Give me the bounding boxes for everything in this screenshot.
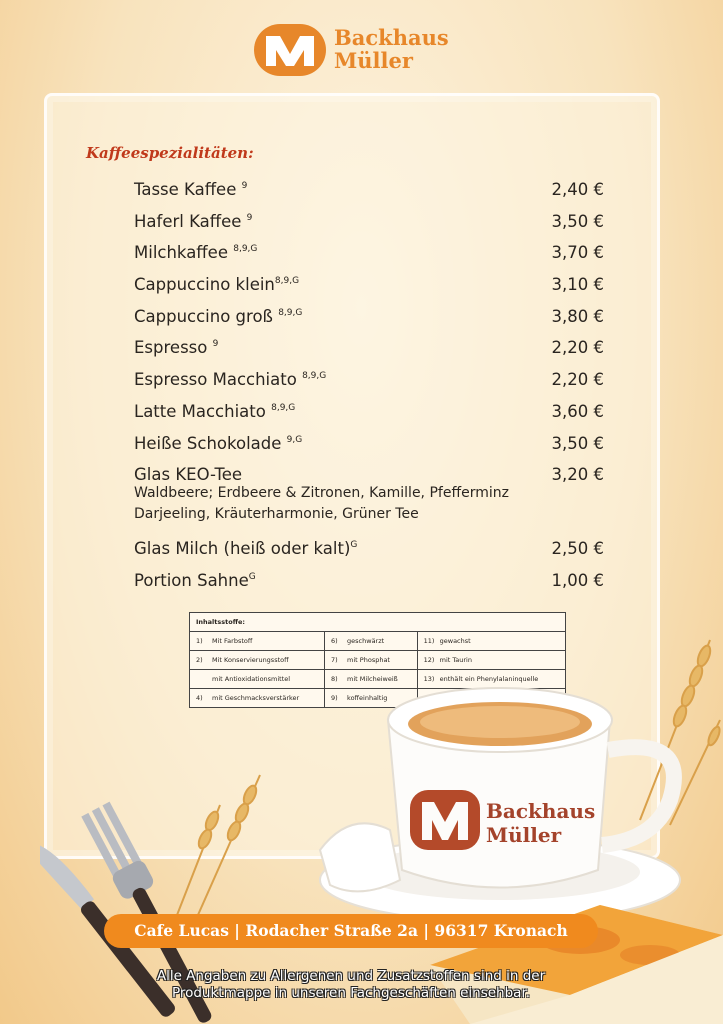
menu-item-name: Heiße Schokolade $^{9,G}$ [134, 433, 303, 453]
table-cell: 7) mit Phosphat [325, 651, 418, 670]
menu-item-price: 3,20 € [551, 465, 604, 485]
table-row [190, 632, 566, 651]
menu-item-price: 3,50 € [551, 433, 604, 453]
allergen-note-line2: Produktmappe in unseren Fachgeschäften einsehbar. [171, 985, 531, 1001]
allergen-note [120, 968, 582, 1002]
menu-item [134, 267, 604, 299]
menu-item-price: 2,40 € [551, 180, 604, 199]
menu-item-name: Glas Milch (heiß oder kalt)$^G$ [134, 538, 358, 558]
brand-name [334, 26, 449, 72]
table-cell: 12) mit Taurin [417, 651, 565, 670]
table-cell: 2) Mit Konservierungsstoff [190, 651, 325, 670]
brand-name-line2: Müller [334, 48, 413, 73]
brand-name-line1: Backhaus [334, 25, 449, 50]
menu-item-name: Cappuccino klein$^{8,9,G}$ [134, 275, 300, 295]
menu-item [134, 235, 604, 267]
menu-item [134, 531, 604, 563]
menu-list [134, 172, 604, 594]
menu-item [134, 330, 604, 362]
menu-item-name: Espresso $^9$ [134, 338, 219, 358]
table-cell: 8) mit Milcheiweiß [325, 670, 418, 689]
menu-item-name: Espresso Macchiato $^{8,9,G}$ [134, 370, 327, 390]
address-banner: Cafe Lucas | Rodacher Straße 2a | 96317 Kronach [104, 914, 598, 948]
brand-logo [252, 22, 452, 78]
allergen-table-header: Inhaltsstoffe: [190, 613, 566, 632]
menu-item [134, 172, 604, 204]
menu-item-price: 3,70 € [551, 243, 604, 263]
tea-varieties-line2: Darjeeling, Kräuterharmonie, Grüner Tee [134, 505, 419, 522]
menu-item [134, 426, 604, 458]
menu-item-price: 2,20 € [551, 370, 604, 390]
cup-logo-line1: Backhaus [486, 799, 596, 823]
section-title: Kaffeespezialitäten: [86, 144, 254, 162]
menu-item-name: Milchkaffee $^{8,9,G}$ [134, 243, 258, 263]
allergen-note-line1: Alle Angaben zu Allergenen und Zusatzstoffen sind in der [156, 968, 546, 984]
menu-item [134, 299, 604, 331]
cup-logo-line2: Müller [486, 823, 562, 847]
menu-item [134, 204, 604, 236]
table-cell: 13) enthält ein Phenylalaninquelle [417, 670, 565, 689]
menu-item-price: 3,10 € [551, 275, 604, 295]
backhaus-logo-icon [252, 22, 328, 78]
menu-item-name: Tasse Kaffee $^9$ [134, 180, 248, 199]
coffee-cup-icon [310, 680, 690, 920]
menu-item-name: Cappuccino groß $^{8,9,G}$ [134, 306, 303, 326]
menu-item-price: 3,60 € [551, 401, 604, 421]
tea-varieties [134, 483, 604, 525]
menu-item-name: Latte Macchiato $^{8,9,G}$ [134, 401, 296, 421]
table-cell: 6) geschwärzt [325, 632, 418, 651]
menu-item-price: 1,00 € [551, 570, 604, 590]
table-cell: 4) mit Geschmacksverstärker [190, 689, 325, 708]
menu-item [134, 362, 604, 394]
menu-item-name: Portion Sahne$^G$ [134, 570, 256, 590]
menu-item-price: 3,50 € [551, 211, 604, 231]
menu-item-price: 2,20 € [551, 338, 604, 358]
table-cell: mit Antioxidationsmittel [190, 670, 325, 689]
menu-item-name: Glas KEO-Tee [134, 465, 243, 485]
menu-item-price: 3,80 € [551, 306, 604, 326]
table-cell: 11) gewachst [417, 632, 565, 651]
menu-item-price: 2,50 € [551, 538, 604, 558]
table-cell: 1) Mit Farbstoff [190, 632, 325, 651]
table-row [190, 651, 566, 670]
tea-varieties-line1: Waldbeere; Erdbeere & Zitronen, Kamille, Pfefferminz [134, 484, 509, 501]
menu-item [134, 394, 604, 426]
table-cell: 9) koffeinhaltig [325, 689, 418, 708]
menu-item-name: Haferl Kaffee $^9$ [134, 211, 253, 231]
menu-item [134, 563, 604, 595]
